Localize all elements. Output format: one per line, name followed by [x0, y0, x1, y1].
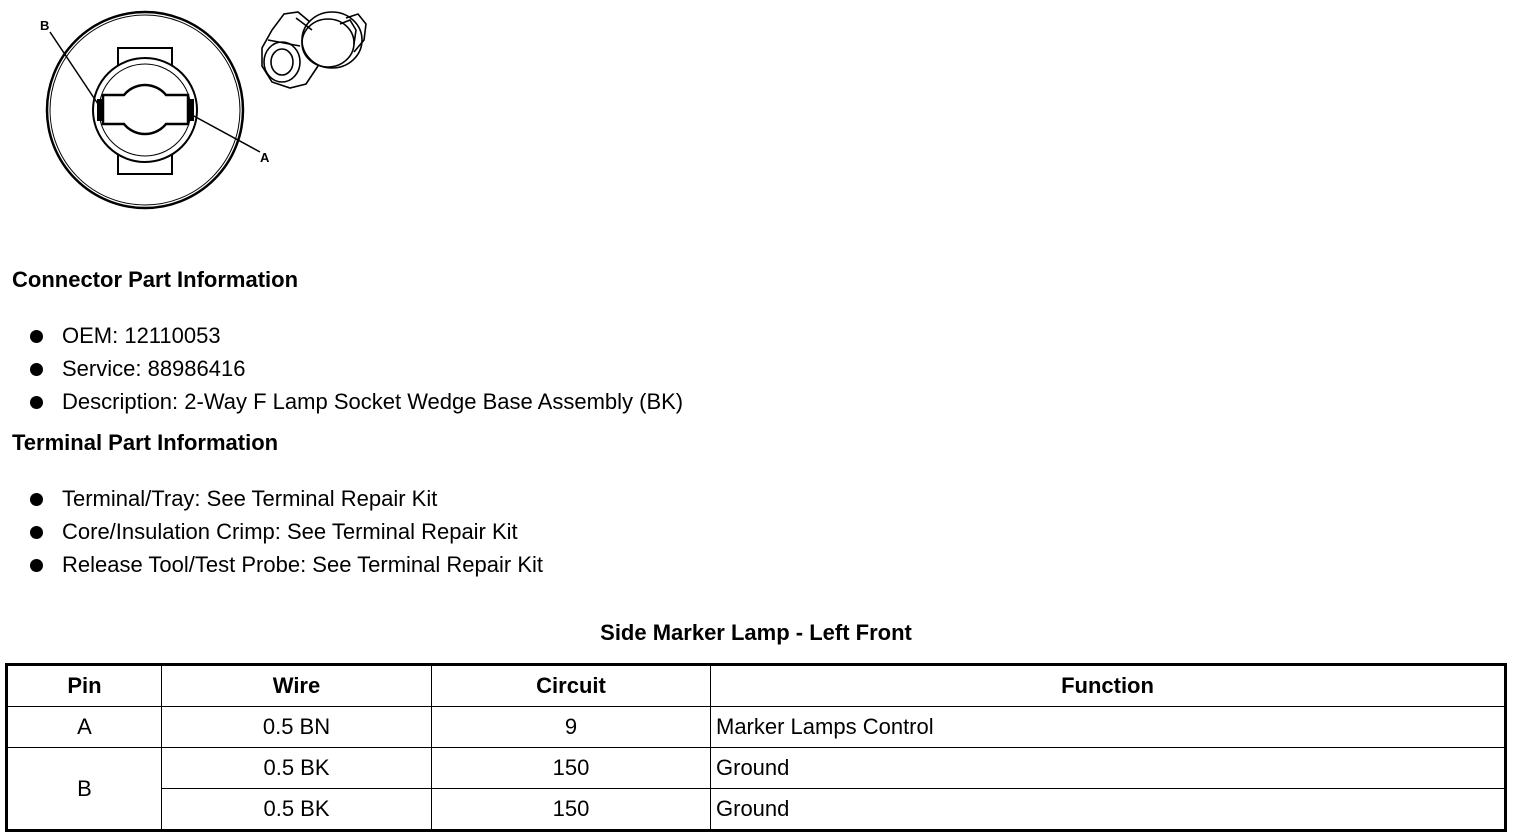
- list-item: [28, 385, 683, 418]
- connector-outer-ring: [47, 12, 243, 208]
- pin-b-callout: B: [40, 18, 50, 33]
- header-function: Function: [711, 665, 1506, 707]
- table-row: [7, 789, 1506, 831]
- socket-inner: [99, 64, 191, 156]
- header-circuit: Circuit: [432, 665, 711, 707]
- connector-description: Description: 2-Way F Lamp Socket Wedge Base Assembly (BK): [62, 389, 684, 414]
- connector-service: Service: 88986416: [62, 356, 246, 381]
- cell-circuit: 9: [432, 707, 711, 748]
- pin-a-callout: A: [260, 150, 270, 165]
- socket-opening: [103, 85, 188, 134]
- table-title: Side Marker Lamp - Left Front: [600, 620, 912, 645]
- bullet-icon: [30, 559, 43, 572]
- bullet-icon: [30, 363, 43, 376]
- terminal-b: [97, 99, 103, 121]
- connector-inner-ring: [50, 15, 240, 205]
- terminal-release-tool: Release Tool/Test Probe: See Terminal Repair Kit: [62, 552, 543, 577]
- connector-bottom-tab: [118, 154, 172, 174]
- connector-oem: OEM: 12110053: [62, 323, 221, 348]
- terminal-part-list: [28, 482, 543, 581]
- connector-diagram: [0, 0, 400, 230]
- header-pin: Pin: [7, 665, 162, 707]
- leader-line-a: [192, 115, 260, 152]
- table-header-row: [7, 665, 1506, 707]
- socket-perspective-drawing: [262, 12, 366, 88]
- terminal-part-heading: Terminal Part Information: [12, 430, 279, 455]
- list-item: [28, 482, 543, 515]
- list-item: [28, 352, 683, 385]
- cell-wire: 0.5 BK: [162, 748, 432, 789]
- cell-pin: B: [7, 748, 162, 831]
- bullet-icon: [30, 396, 43, 409]
- list-item: [28, 515, 543, 548]
- cell-function: Marker Lamps Control: [711, 707, 1506, 748]
- connector-part-heading: Connector Part Information: [12, 267, 299, 292]
- table-row: [7, 748, 1506, 789]
- bullet-icon: [30, 493, 43, 506]
- connector-part-list: [28, 319, 683, 418]
- cell-wire: 0.5 BK: [162, 789, 432, 831]
- pinout-table: [5, 663, 1507, 832]
- connector-face-drawing: [0, 0, 400, 230]
- header-wire: Wire: [162, 665, 432, 707]
- terminal-tray: Terminal/Tray: See Terminal Repair Kit: [62, 486, 438, 511]
- cell-circuit: 150: [432, 789, 711, 831]
- bullet-icon: [30, 526, 43, 539]
- terminal-a: [188, 99, 194, 121]
- bullet-icon: [30, 330, 43, 343]
- cell-wire: 0.5 BN: [162, 707, 432, 748]
- socket-ring: [93, 58, 197, 162]
- cell-circuit: 150: [432, 748, 711, 789]
- cell-function: Ground: [711, 748, 1506, 789]
- terminal-crimp: Core/Insulation Crimp: See Terminal Repair Kit: [62, 519, 518, 544]
- cell-pin: A: [7, 707, 162, 748]
- list-item: [28, 548, 543, 581]
- table-row: [7, 707, 1506, 748]
- list-item: [28, 319, 683, 352]
- cell-function: Ground: [711, 789, 1506, 831]
